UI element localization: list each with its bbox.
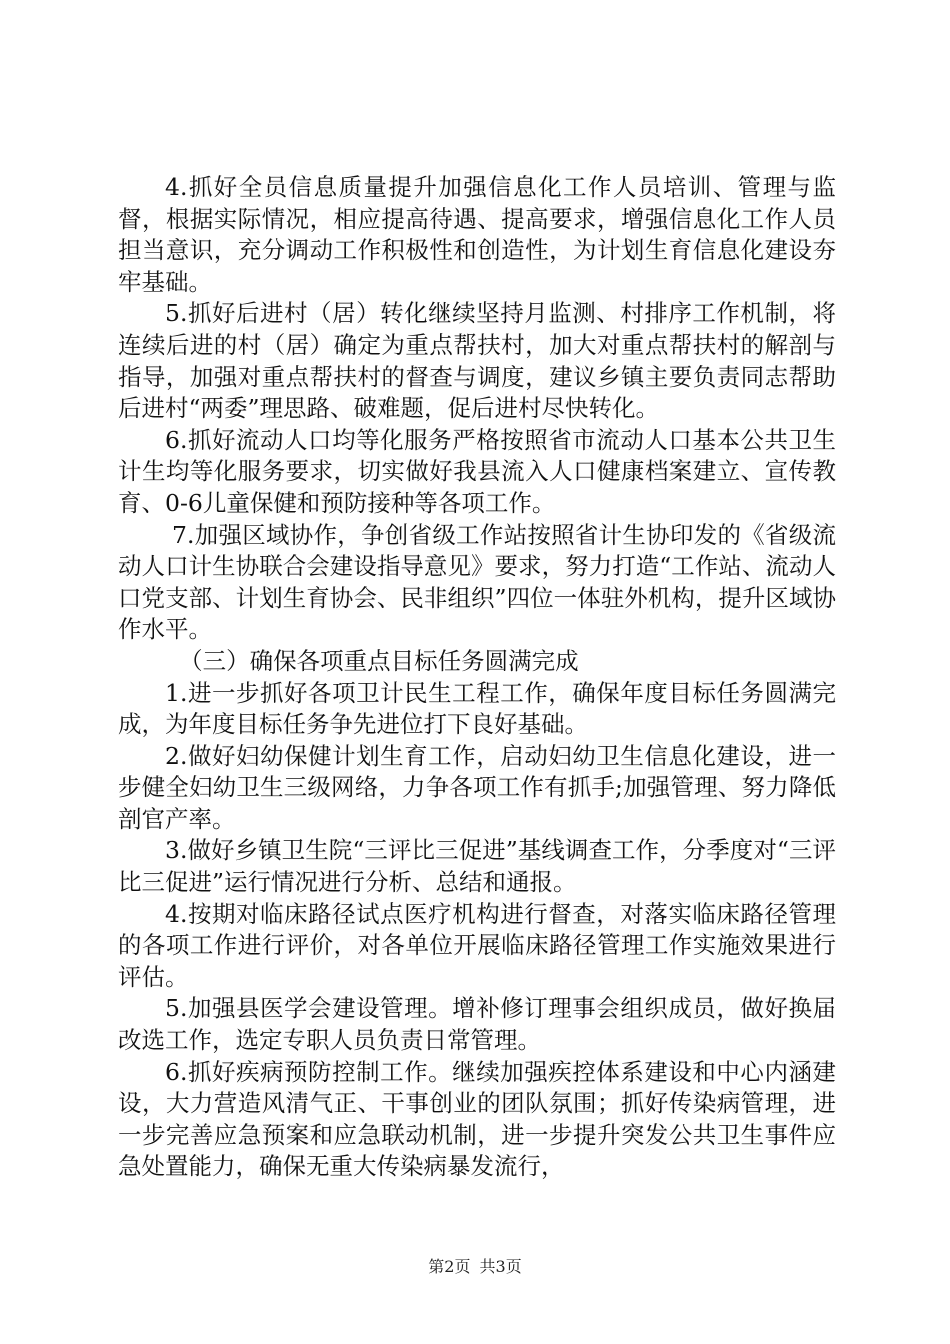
paragraph-task-6: 6.抓好疾病预防控制工作。继续加强疾控体系建设和中心内涵建设，大力营造风清气正、干事创业的团队氛围；抓好传染病管理，进一步完善应急预案和应急联动机制，进一步提升突发公共卫生事件应急处置能力，确保无重大传染病暴发流行， (118, 1057, 836, 1181)
page-footer (0, 1254, 950, 1277)
paragraph-task-2: 2.做好妇幼保健计划生育工作，启动妇幼卫生信息化建设，进一步健全妇幼卫生三级网络，力争各项工作有抓手;加强管理、努力降低剖官产率。 (118, 741, 836, 833)
paragraph-item-6-floating-population: 6.抓好流动人口均等化服务严格按照省市流动人口基本公共卫生计生均等化服务要求，切实做好我县流入人口健康档案建立、宣传教育、0-6儿童保健和预防接种等各项工作。 (118, 425, 836, 517)
page-total: 共3页 (479, 1257, 522, 1276)
paragraph-task-4: 4.按期对临床路径试点医疗机构进行督查，对落实临床路径管理的各项工作进行评价，对各单位开展临床路径管理工作实施效果进行评估。 (118, 899, 836, 991)
document-body (118, 172, 836, 1183)
paragraph-item-7-regional-cooperation: 7.加强区域协作，争创省级工作站按照省计生协印发的《省级流动人口计生协联合会建设指导意见》要求，努力打造“工作站、流动人口党支部、计划生育协会、民非组织”四位一体驻外机构，提升区域协作水平。 (118, 520, 836, 644)
section-heading-3: （三）确保各项重点目标任务圆满完成 (179, 646, 579, 675)
paragraph-task-5: 5.加强县医学会建设管理。增补修订理事会组织成员，做好换届改选工作，选定专职人员负责日常管理。 (118, 994, 836, 1055)
page-number: 第2页 (428, 1257, 471, 1276)
paragraph-task-1: 1.进一步抓好各项卫计民生工程工作，确保年度目标任务圆满完成，为年度目标任务争先进位打下良好基础。 (118, 678, 836, 739)
paragraph-task-3: 3.做好乡镇卫生院“三评比三促进”基线调查工作，分季度对“三评比三促进”运行情况进行分析、总结和通报。 (118, 836, 836, 897)
paragraph-item-5-backward-villages: 5.抓好后进村（居）转化继续坚持月监测、村排序工作机制，将连续后进的村（居）确定为重点帮扶村，加大对重点帮扶村的解剖与指导，加强对重点帮扶村的督查与调度，建议乡镇主要负责同志帮助后进村“两委”理思路、破难题，促后进村尽快转化。 (118, 299, 836, 423)
paragraph-item-4-info-quality: 4.抓好全员信息质量提升加强信息化工作人员培训、管理与监督，根据实际情况，相应提高待遇、提高要求，增强信息化工作人员担当意识，充分调动工作积极性和创造性，为计划生育信息化建设夯牢基础。 (118, 173, 836, 296)
